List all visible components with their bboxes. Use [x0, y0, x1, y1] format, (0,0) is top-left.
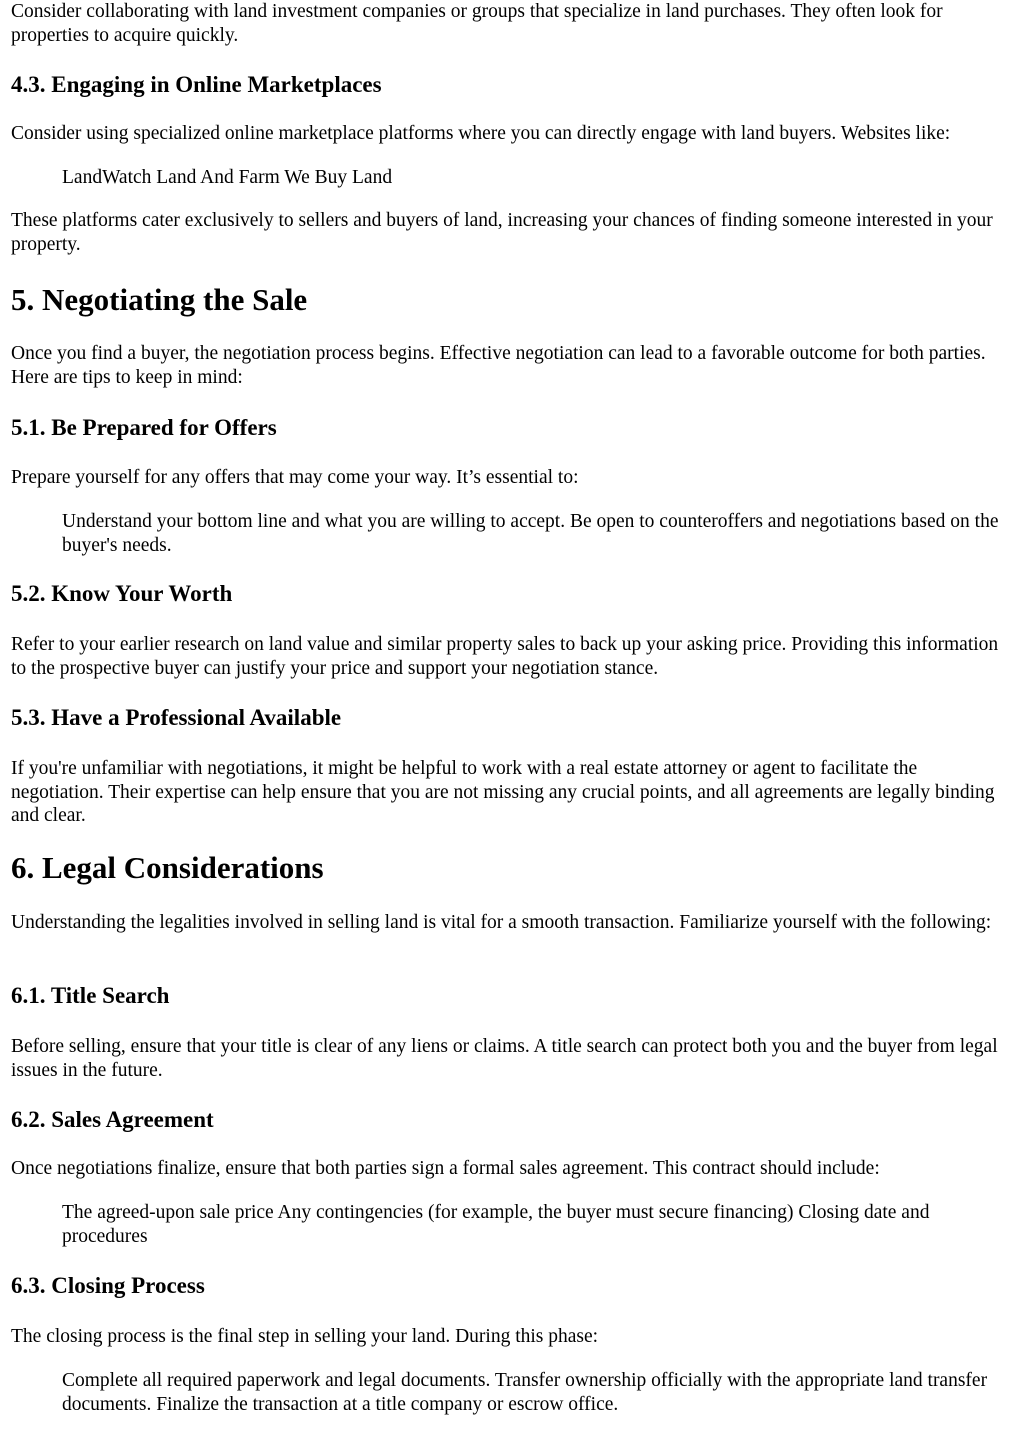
paragraph-4-3-after: These platforms cater exclusively to sellers and buyers of land, increasing your chances of finding someone interested in your property. [11, 210, 993, 255]
paragraph-5-2: Refer to your earlier research on land value and similar property sales to back up your asking price. Providing this information to the prospective buyer can justify your price and support your negotiation stance. [11, 634, 999, 679]
paragraph-6: Understanding the legalities involved in selling land is vital for a smooth transaction. Familiarize yourself with the following: [11, 912, 992, 933]
paragraph-6-1: Before selling, ensure that your title is clear of any liens or claims. A title search can protect both you and the buyer from legal issues in the future. [11, 1036, 998, 1081]
paragraph-5-1: Prepare yourself for any offers that may come your way. It’s essential to: [11, 467, 579, 488]
heading-5-2: 5.2. Know Your Worth [11, 581, 233, 606]
heading-4-3: 4.3. Engaging in Online Marketplaces [11, 72, 382, 97]
paragraph-5: Once you find a buyer, the negotiation process begins. Effective negotiation can lead to a favorable outcome for both parties. Here are tips to keep in mind: [11, 343, 986, 388]
intro-paragraph: Consider collaborating with land investment companies or groups that specialize in land purchases. They often look for properties to acquire quickly. [11, 1, 943, 46]
heading-5-3: 5.3. Have a Professional Available [11, 705, 342, 730]
list-6-3: Complete all required paperwork and legal documents. Transfer ownership officially with the appropriate land transfer documents. Finalize the transaction at a title company or escrow office. [62, 1370, 988, 1415]
list-5-1: Understand your bottom line and what you are willing to accept. Be open to counteroffers and negotiations based on the buyer's needs. [62, 511, 999, 556]
paragraph-5-3: If you're unfamiliar with negotiations, it might be helpful to work with a real estate attorney or agent to facilitate the negotiation. Their expertise can help ensure that you are not missing any crucial points, and all agreements are legally binding and clear. [11, 758, 995, 826]
heading-6-2: 6.2. Sales Agreement [11, 1107, 214, 1132]
paragraph-6-3: The closing process is the final step in selling your land. During this phase: [11, 1326, 599, 1347]
list-6-2: The agreed-upon sale price Any contingencies (for example, the buyer must secure financing) Closing date and procedures [62, 1202, 930, 1247]
heading-5-1: 5.1. Be Prepared for Offers [11, 415, 277, 440]
paragraph-6-2: Once negotiations finalize, ensure that both parties sign a formal sales agreement. This contract should include: [11, 1158, 880, 1179]
heading-5: 5. Negotiating the Sale [11, 282, 308, 317]
heading-6: 6. Legal Considerations [11, 850, 324, 885]
list-4-3: LandWatch Land And Farm We Buy Land [62, 167, 393, 188]
heading-6-1: 6.1. Title Search [11, 983, 170, 1008]
heading-6-3: 6.3. Closing Process [11, 1273, 205, 1298]
paragraph-4-3: Consider using specialized online marketplace platforms where you can directly engage with land buyers. Websites like: [11, 123, 951, 144]
